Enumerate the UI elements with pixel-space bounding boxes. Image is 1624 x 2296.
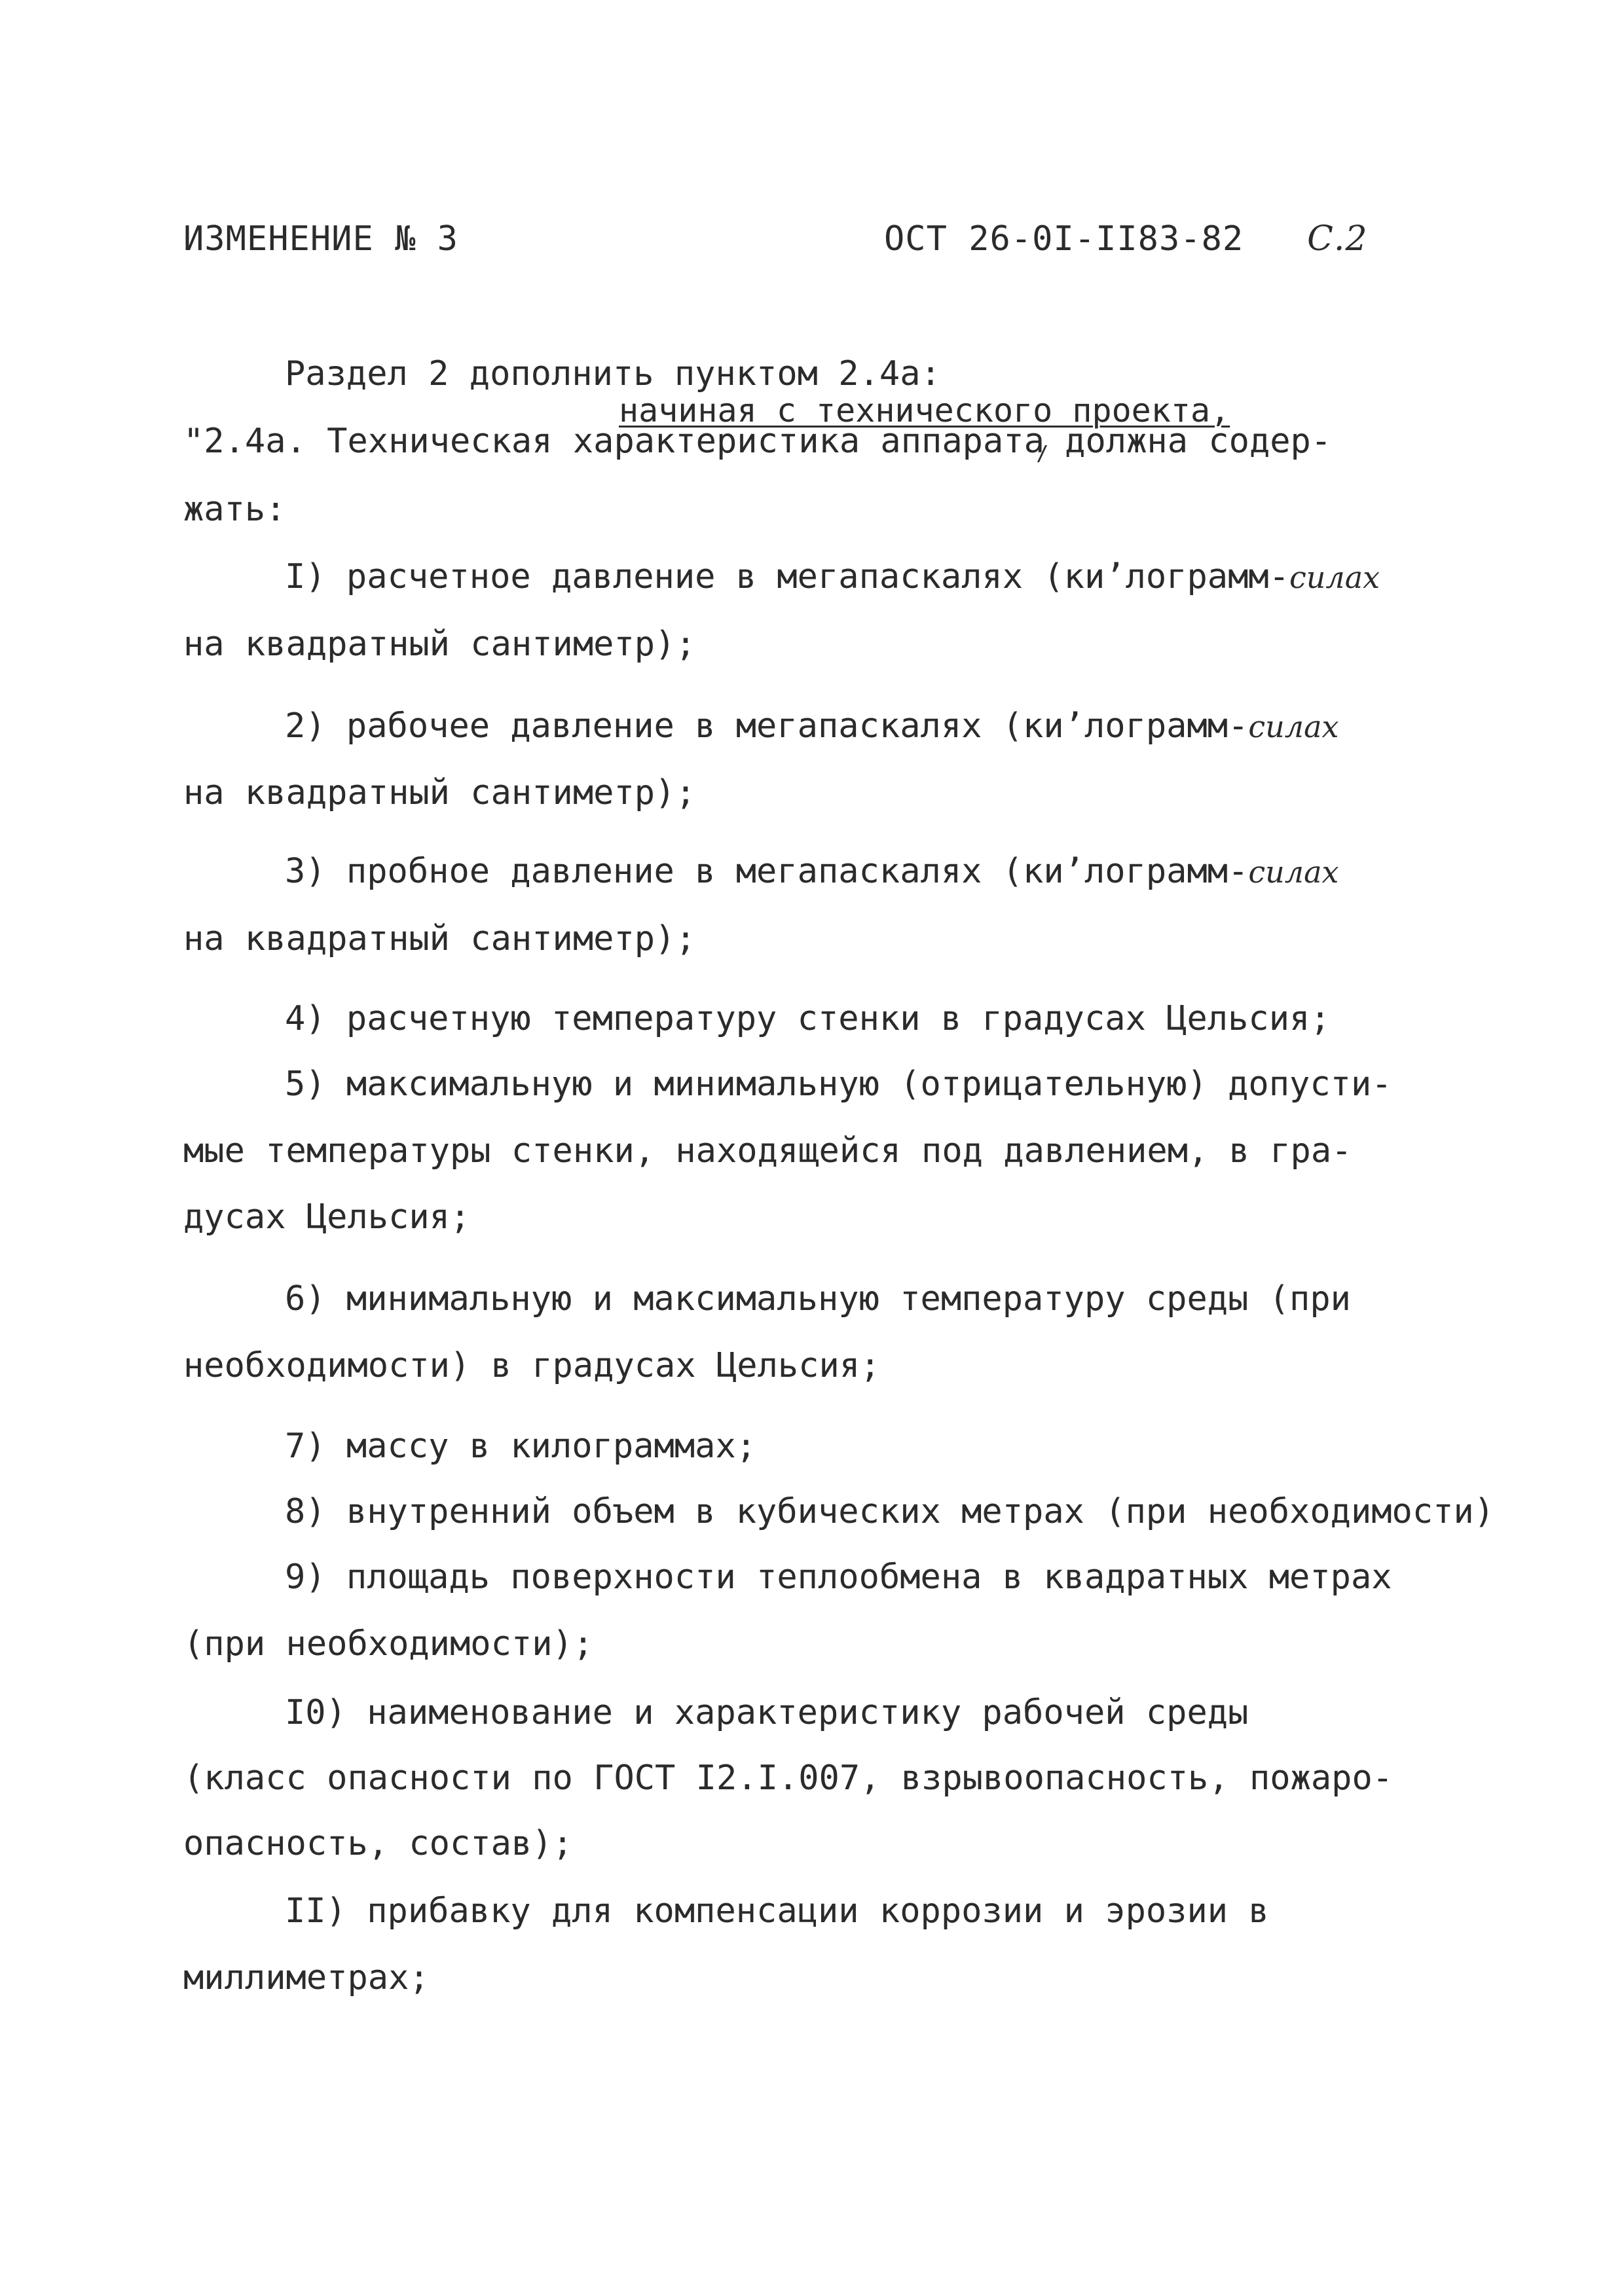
list-item-11: II) прибавку для компенсации коррозии и эрозии в bbox=[285, 1891, 1269, 1931]
list-item-10-cont-2: опасность, состав); bbox=[183, 1824, 573, 1863]
list-item-3-handwritten: силах bbox=[1248, 854, 1339, 890]
paragraph-2-4a-cont: жать: bbox=[183, 490, 286, 529]
list-item-8: 8) внутренний объем в кубических метрах (при необходимости) bbox=[285, 1492, 1495, 1531]
list-item-3 bbox=[285, 852, 1339, 891]
paragraph-2-4a-start: "2.4а. Техническая характеристика аппарата должна содер- bbox=[183, 422, 1332, 461]
list-item-7: 7) массу в килограммах; bbox=[285, 1427, 757, 1466]
standard-number: ОСТ 26-0I-II83-82 bbox=[884, 219, 1244, 259]
list-item-3-text: 3) пробное давление в мегапаскалях (ки’лограмм- bbox=[285, 852, 1249, 891]
change-number-heading: ИЗМЕНЕНИЕ № 3 bbox=[183, 219, 458, 259]
list-item-2-handwritten: силах bbox=[1248, 709, 1339, 744]
list-item-4: 4) расчетную температуру стенки в градусах Цельсия; bbox=[285, 999, 1331, 1038]
list-item-6: 6) минимальную и максимальную температуру среды (при bbox=[285, 1279, 1351, 1319]
list-item-6-cont: необходимости) в градусах Цельсия; bbox=[183, 1346, 881, 1385]
list-item-5-cont-2: дусах Цельсия; bbox=[183, 1197, 471, 1237]
list-item-9-cont: (при необходимости); bbox=[183, 1624, 594, 1664]
list-item-5: 5) максимальную и минимальную (отрицательную) допусти- bbox=[285, 1065, 1392, 1104]
page-number: С.2 bbox=[1307, 219, 1368, 259]
list-item-1-handwritten: силах bbox=[1289, 560, 1380, 595]
list-item-1 bbox=[285, 557, 1380, 596]
list-item-2 bbox=[285, 706, 1339, 746]
list-item-11-cont: миллиметрах; bbox=[183, 1958, 430, 1997]
list-item-10-cont-1: (класс опасности по ГОСТ I2.I.007, взрывоопасность, пожаро- bbox=[183, 1758, 1393, 1798]
list-item-1-text: I) расчетное давление в мегапаскалях (ки’лограмм- bbox=[285, 557, 1290, 596]
standard-designation bbox=[884, 219, 1368, 259]
list-item-2-cont: на квадратный сантиметр); bbox=[183, 773, 696, 812]
list-item-2-text: 2) рабочее давление в мегапаскалях (ки’лограмм- bbox=[285, 706, 1249, 746]
list-item-3-cont: на квадратный сантиметр); bbox=[183, 919, 696, 958]
list-item-10: I0) наименование и характеристику рабочей среды bbox=[285, 1693, 1249, 1732]
list-item-5-cont-1: мые температуры стенки, находящейся под давлением, в гра- bbox=[183, 1131, 1352, 1171]
handwritten-insertion: начиная с технического проекта, bbox=[619, 392, 1230, 429]
section-amendment-intro: Раздел 2 дополнить пунктом 2.4а: bbox=[285, 354, 941, 393]
list-item-1-cont: на квадратный сантиметр); bbox=[183, 625, 696, 664]
list-item-9: 9) площадь поверхности теплообмена в квадратных метрах bbox=[285, 1558, 1392, 1597]
